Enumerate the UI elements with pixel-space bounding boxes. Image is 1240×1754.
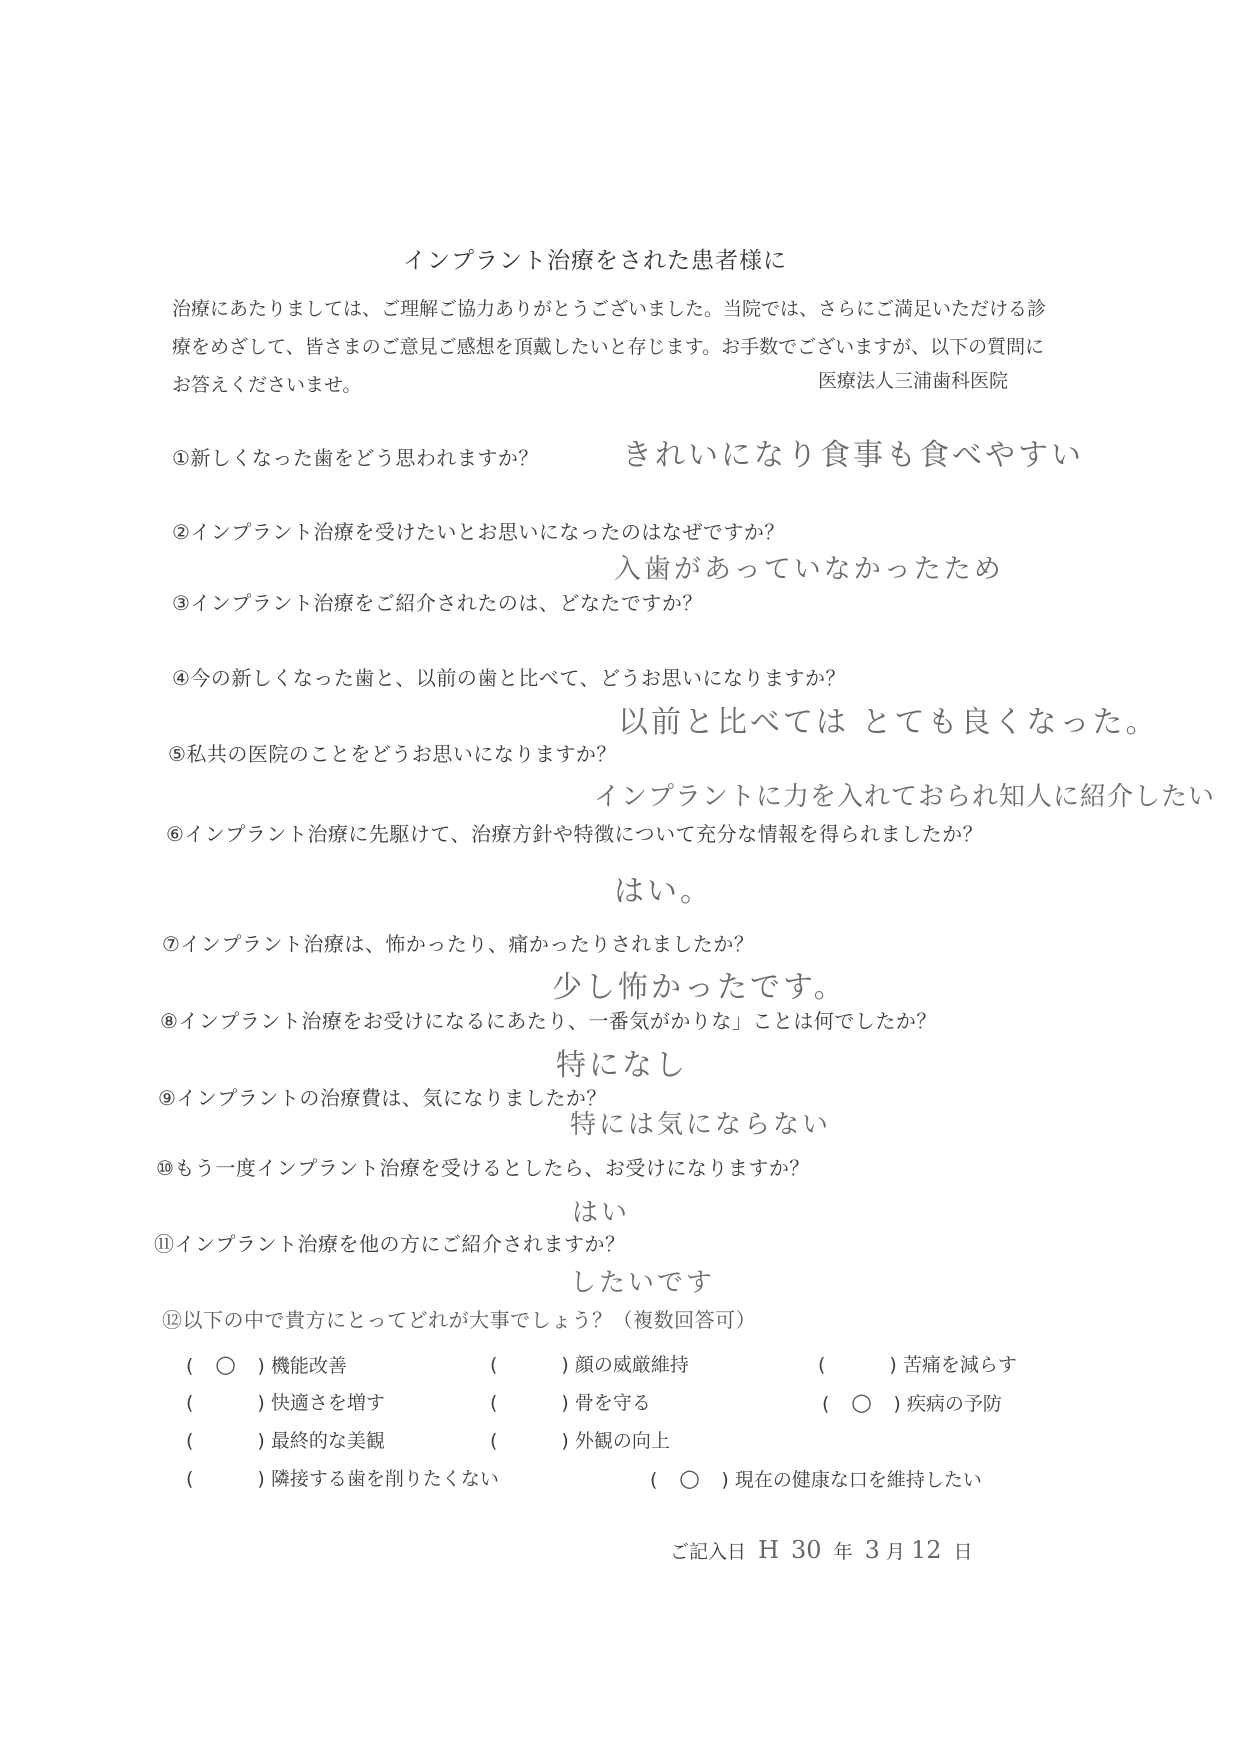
- date-label: ご記入日: [670, 1541, 747, 1563]
- date-year-unit: 年: [833, 1541, 853, 1563]
- date-era: H: [758, 1536, 779, 1564]
- option-facial-dignity[interactable]: ( ) 顔の威厳維持: [490, 1354, 689, 1376]
- answer-4: 以前と比べては とても良くなった。: [618, 705, 1159, 740]
- option-protect-bone[interactable]: ( ) 骨を守る: [490, 1392, 651, 1414]
- question-11: ⑪インプラント治療を他の方にご紹介されますか？: [154, 1232, 626, 1256]
- question-3: ③インプラント治療をご紹介されたのは、どなたですか？: [172, 591, 703, 615]
- answer-8: 特になし: [556, 1048, 688, 1083]
- option-mark: ○: [678, 1464, 700, 1492]
- option-appearance[interactable]: ( ) 外観の向上: [490, 1430, 670, 1452]
- option-disease-prevention[interactable]: ( ○ ) 疾病の予防: [822, 1388, 1002, 1416]
- page-title: インプラント治療をされた患者様に: [403, 248, 787, 274]
- answer-10: はい: [572, 1198, 631, 1228]
- date-month-unit: 月: [885, 1541, 905, 1563]
- answer-11: したいです: [570, 1268, 716, 1298]
- answer-1: きれいになり食事も食べやすい: [622, 438, 1084, 473]
- question-1: ①新しくなった歯をどう思われますか？: [172, 446, 539, 470]
- answer-2: 入歯があっていなかったため: [614, 554, 1004, 585]
- date-day-unit: 日: [953, 1541, 973, 1563]
- option-maintain-healthy-mouth[interactable]: ( ○ ) 現在の健康な口を維持したい: [650, 1464, 982, 1492]
- answer-9: 特には気にならない: [570, 1110, 832, 1140]
- option-mark: ○: [850, 1388, 872, 1416]
- question-8: ⑧インプラント治療をお受けになるにあたり、一番気がかりな」ことは何でしたか？: [160, 1009, 937, 1033]
- option-reduce-pain[interactable]: ( ) 苦痛を減らす: [818, 1354, 1017, 1376]
- question-7: ⑦インプラント治療は、怖かったり、痛かったりされましたか？: [162, 932, 755, 956]
- answer-6: はい。: [614, 874, 713, 909]
- date-year: 30: [791, 1536, 822, 1564]
- question-6: ⑥インプラント治療に先駆けて、治療方針や特徴について充分な情報を得られましたか？: [166, 822, 984, 846]
- date-day: 12: [910, 1536, 942, 1564]
- question-2: ②インプラント治療を受けたいとお思いになったのはなぜですか？: [172, 520, 785, 544]
- date-month: 3: [864, 1536, 880, 1564]
- answer-5: インプラントに力を入れておられ知人に紹介したい: [594, 782, 1216, 812]
- intro-text: 治療にあたりましては、ご理解ご協力ありがとうございました。当院では、さらにご満足いただける診療をめざして、皆さまのご意見ご感想を頂戴したいと存じます。お手数でございますが、以下の質問にお答えくださいませ。: [172, 298, 1047, 396]
- question-9: ⑨インプラントの治療費は、気になりましたか？: [158, 1086, 607, 1110]
- option-functional-improvement[interactable]: ( ○ ) 機能改善: [186, 1350, 347, 1378]
- option-no-cutting-adjacent[interactable]: ( ) 隣接する歯を削りたくない: [186, 1468, 499, 1490]
- option-final-aesthetics[interactable]: ( ) 最終的な美観: [186, 1430, 385, 1452]
- option-comfort[interactable]: ( ) 快適さを増す: [186, 1392, 385, 1414]
- entry-date: [670, 1536, 973, 1564]
- clinic-name: 医療法人三浦歯科医院: [818, 370, 1009, 392]
- question-5: ⑤私共の医院のことをどうお思いになりますか？: [168, 742, 617, 766]
- question-10: ⑩もう一度インプラント治療を受けるとしたら、お受けになりますか？: [156, 1156, 810, 1180]
- answer-7: 少し怖かったです。: [552, 970, 847, 1005]
- question-12: ⑫以下の中で貴方にとってどれが大事でしょう？（複数回答可）: [162, 1308, 757, 1332]
- option-mark: ○: [214, 1350, 236, 1378]
- question-4: ④今の新しくなった歯と、以前の歯と比べて、どうお思いになりますか？: [172, 666, 847, 690]
